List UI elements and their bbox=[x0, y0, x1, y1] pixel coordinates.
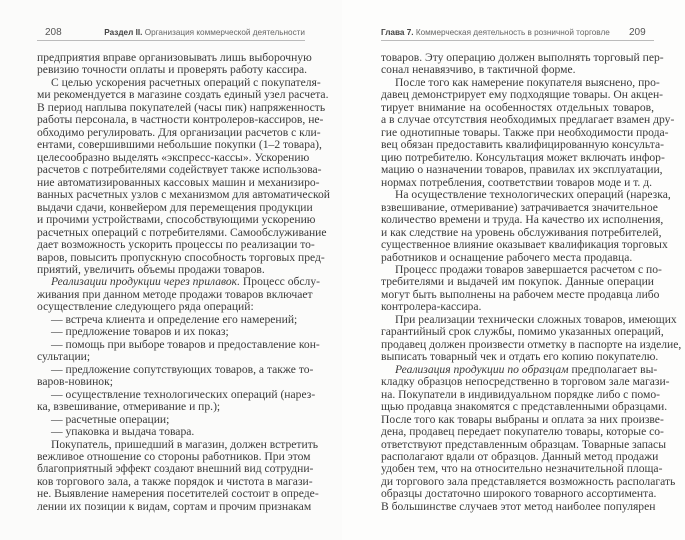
line-text: существенное влияние оказывает квалификация торговых bbox=[381, 238, 668, 252]
line-text: взвешивание, отмеривание) затрачивается значительное bbox=[381, 200, 658, 214]
page-body bbox=[37, 51, 330, 513]
line-text: — осуществление технологических операций (нарез- bbox=[51, 387, 316, 401]
line-text: Процесс обслу- bbox=[240, 275, 320, 289]
line-text: В большинстве случаев этот метод наиболее популярен bbox=[381, 499, 656, 513]
line-text: могут быть выполнены на рабочем месте продавца либо bbox=[381, 287, 660, 301]
line-text: С целью ускорения расчетных операций с покупателя- bbox=[51, 75, 321, 89]
line-text: сонал ненавязчиво, в тактичной форме. bbox=[381, 63, 576, 77]
header-rule bbox=[381, 40, 654, 41]
line-text: Покупатель, пришедший в магазин, должен встретить bbox=[51, 437, 319, 451]
line-text: выписать товарный чек и отдать его копию покупателю. bbox=[381, 350, 659, 364]
header-title: Организация коммерческой деятельности bbox=[144, 28, 305, 37]
line-text: ответствуют представленным образцам. Товарные запасы bbox=[381, 437, 666, 451]
line-text: варов-новинок; bbox=[37, 375, 113, 389]
line-text: ревизию точности оплаты и проверять работу кассира. bbox=[37, 63, 308, 77]
header-rule bbox=[37, 40, 305, 41]
page-number: 209 bbox=[629, 27, 646, 38]
line-text: — предложение сопутствующих товаров, а также то- bbox=[51, 362, 314, 376]
line-text: вец обязан предоставить квалифицированную консульта- bbox=[381, 138, 664, 152]
line-text: ми рекомендуется в магазине создать единый узел расчета. bbox=[37, 88, 329, 102]
line-text: предполагает вы- bbox=[568, 362, 658, 376]
line-text: Процесс продажи товаров завершается расчетом с по- bbox=[395, 262, 662, 276]
line-text: В период наплыва покупателей (часы пик) напряженность bbox=[37, 100, 326, 114]
line-text: выдачи сдачи, конвейером для перемещения продукции bbox=[37, 200, 313, 214]
line-text: целесообразно выделять «экспресс-кассы». Ускорению bbox=[37, 150, 310, 164]
line-text: гарантийный срок службы, помимо указанных операций, bbox=[381, 325, 664, 339]
line-text: При реализации технически сложных товаров, имеющих bbox=[395, 312, 677, 326]
line-text: требителями и выдачей им покупок. Данные операции bbox=[381, 275, 654, 289]
running-header bbox=[104, 28, 305, 37]
right-page bbox=[342, 0, 685, 540]
running-header bbox=[381, 28, 610, 37]
line-text: ентами, совершившими небольшие покупки (1–2 товара), bbox=[37, 138, 322, 152]
line-text: работы персонала, в частности контролеров-кассиров, не- bbox=[37, 113, 324, 127]
page-body bbox=[381, 51, 682, 513]
line-text: на. Покупатели в индивидуальном порядке либо с помо- bbox=[381, 387, 660, 401]
line-text: давец демонстрирует ему подходящие товары. Он акцен- bbox=[381, 88, 664, 102]
line-text: а в случае отсутствия необходимых предлагает взамен дру- bbox=[381, 113, 675, 127]
text-line bbox=[37, 499, 312, 513]
line-text: ди торгового зала представляется возможность располагать bbox=[381, 474, 676, 488]
line-text: расчетов с потребителями содействует также использова- bbox=[37, 163, 322, 177]
line-text: нормах потребления, соответствии товаров моде и т. д. bbox=[381, 175, 652, 189]
line-text: предприятия вправе организовывать лишь выборочную bbox=[37, 51, 312, 64]
line-text: располагают вдали от образцов. Данный метод продажи bbox=[381, 450, 659, 463]
line-text: — встреча клиента и определение его намерений; bbox=[51, 312, 298, 326]
line-text: тирует внимание на особенностях отдельных товаров, bbox=[381, 100, 654, 114]
line-text: кладку образцов непосредственно в торговом зале магази- bbox=[381, 375, 670, 389]
line-text: ние автоматизированных кассовых машин и механизиро- bbox=[37, 175, 320, 189]
line-text: сультации; bbox=[37, 350, 91, 364]
line-text: удобен тем, что на относительно незначительной площа- bbox=[381, 462, 663, 476]
header-title: Коммерческая деятельность в розничной торговле bbox=[415, 28, 610, 37]
line-text: После того как намерение покупателя выяснено, про- bbox=[395, 75, 660, 89]
line-text: товаров. Эту операцию должен выполнять торговый пер- bbox=[381, 51, 664, 64]
line-text: расчетных операций с потребителями. Самообслуживание bbox=[37, 225, 327, 239]
line-text: образцы достаточно широкого товарного ассортимента. bbox=[381, 487, 657, 501]
line-text: — упаковка и выдача товара. bbox=[51, 425, 195, 439]
line-text: дена, продавец передает покупателю товары, которые со- bbox=[381, 425, 664, 439]
italic-term: Реализация продукции по образцам bbox=[395, 362, 569, 376]
header-section: Глава 7. bbox=[381, 28, 414, 37]
line-text: щью продавца знакомятся с представленными образцами. bbox=[381, 400, 668, 414]
line-text: обходимо регулировать. Для организации расчетов с кли- bbox=[37, 125, 321, 139]
line-text: количество времени и труда. На качество их исполнения, bbox=[381, 213, 664, 227]
line-text: вежливое отношение со стороны работников. При этом bbox=[37, 450, 311, 463]
line-text: продавец должен произвести отметку в паспорте на изделие, bbox=[381, 337, 682, 351]
italic-term: Реализации продукции через прилавок. bbox=[51, 275, 240, 289]
line-text: лении их позиции к видам, сортам и прочим признакам bbox=[37, 499, 312, 513]
line-text: приятий, увеличить объемы продажи товаров. bbox=[37, 262, 265, 276]
line-text: На осуществление технологических операций (нарезка, bbox=[395, 188, 671, 202]
line-text: ка, взвешивание, отмеривание и пр.); bbox=[37, 400, 221, 414]
line-text: контролера-кассира. bbox=[381, 300, 482, 314]
line-text: и прочими устройствами, способствующими ускорению bbox=[37, 213, 316, 227]
line-text: дает возможность ускорить процессы по реализации то- bbox=[37, 238, 315, 252]
line-text: благоприятный эффект создают внешний вид сотрудни- bbox=[37, 462, 314, 476]
header-section: Раздел II. bbox=[104, 28, 143, 37]
line-text: работников и оснащение рабочего места продавца. bbox=[381, 250, 633, 264]
line-text: мацию о назначении товаров, правилах их эксплуатации, bbox=[381, 163, 663, 177]
line-text: — помощь при выборе товаров и предоставление кон- bbox=[51, 337, 320, 351]
left-page bbox=[0, 0, 342, 540]
line-text: цию потребителю. Консультация может включать инфор- bbox=[381, 150, 665, 164]
text-line bbox=[381, 501, 654, 513]
line-text: — предложение товаров и их показ; bbox=[51, 325, 229, 339]
line-text: варов, повысить пропускную способность торговых пред- bbox=[37, 250, 325, 264]
line-text: После того как товары выбраны и оплата за них произве- bbox=[381, 412, 664, 426]
line-text: живания при данном методе продажи товаров включает bbox=[37, 287, 313, 301]
line-text: ков торгового зала, а также порядок и чистота в магази- bbox=[37, 474, 313, 488]
line-text: ванных расчетных узлов с механизмом для автоматической bbox=[37, 188, 330, 202]
line-text: гие однотипные товары. Также при необходимости прода- bbox=[381, 125, 669, 139]
line-text: — расчетные операции; bbox=[51, 412, 170, 426]
line-text: и как следствие на уровень обслуживания потребителей, bbox=[381, 225, 662, 239]
page-number: 208 bbox=[45, 27, 62, 38]
line-text: осуществление следующего ряда операций: bbox=[37, 300, 254, 314]
line-text: не. Выявление намерения посетителей состоит в опреде- bbox=[37, 487, 319, 501]
